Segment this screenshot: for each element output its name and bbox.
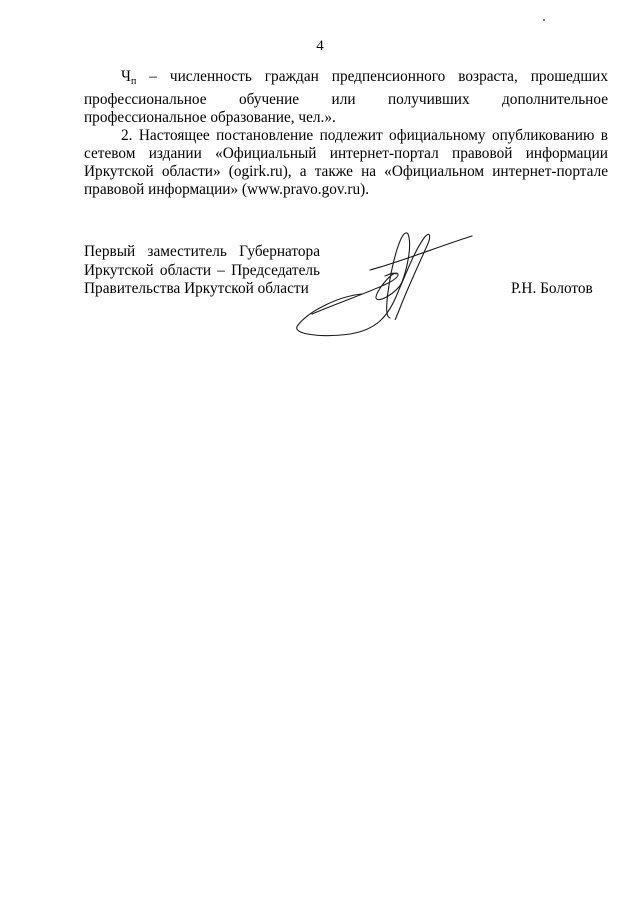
signatory-title-line-3: Правительства Иркутской области [84,280,309,297]
clause-2-paragraph [84,127,608,199]
definition-paragraph [84,68,608,127]
signatory-title-line-1: Первый заместитель Губернатора [84,243,320,260]
signatory-title [84,243,320,299]
clause-2-line-1: 2. Настоящее постановление подлежит официальному опубликованию в [121,127,608,144]
signatory-name: Р.Н. Болотов [511,280,593,297]
document-body [84,68,608,199]
definition-line-1 [84,68,608,91]
definition-subscript: п [130,76,137,87]
clause-2-line-4: правовой информации» (www.pravo.gov.ru). [84,181,370,198]
definition-line-3: профессиональное образование, чел.». [84,109,336,126]
definition-line-2: профессиональное обучение или получивших дополнительное [84,91,608,108]
signatory-title-line-2: Иркутской области – Председатель [84,261,320,279]
page-number: 4 [316,38,324,54]
clause-2-line-2: сетевом издании «Официальный интернет-портал правовой информации [84,145,608,162]
handwritten-signature [290,222,490,347]
definition-symbol: Ч [121,68,131,85]
clause-2-line-3: Иркутской области» (ogirk.ru), а также на «Официальном интернет-портале [84,163,608,180]
scan-speck [543,19,545,21]
definition-text: – численность граждан предпенсионного возраста, прошедших [136,68,608,85]
